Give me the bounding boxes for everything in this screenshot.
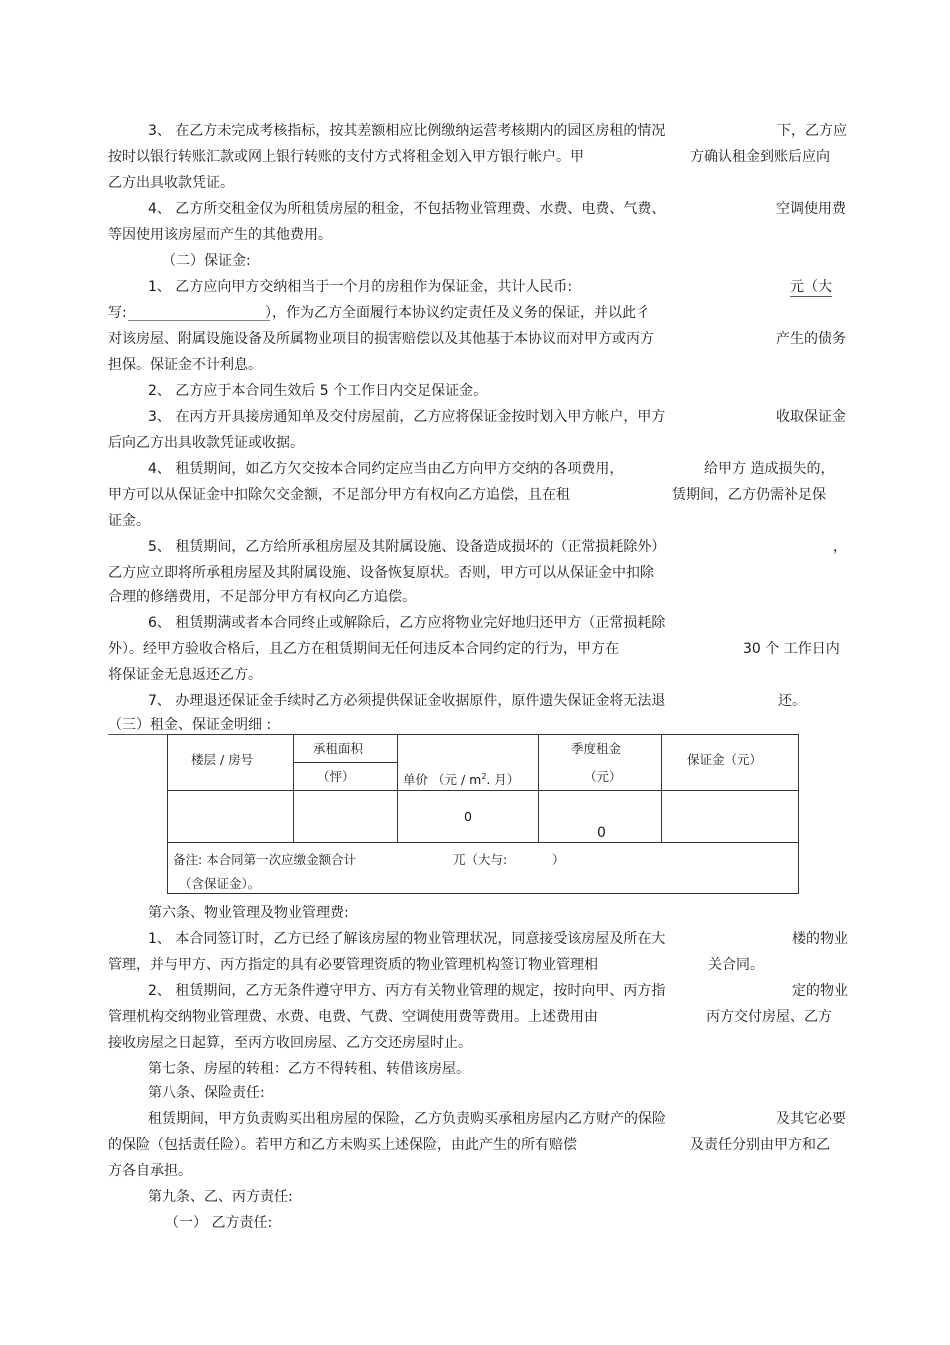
text-line: 3、 在乙方未完成考核指标，按其差额相应比例缴纳运营考核期内的园区房租的情况 bbox=[148, 123, 666, 139]
text-line: 证金。 bbox=[108, 513, 150, 529]
quarter-rent-value: 0 bbox=[597, 825, 606, 841]
text-line: 担保。保证金不计利息。 bbox=[108, 357, 262, 373]
article-heading: 第六条、物业管理及物业管理费: bbox=[148, 905, 349, 921]
text-line: 2、 租赁期间，乙方无条件遵守甲方、丙方有关物业管理的规定，按时向甲、丙方指 bbox=[148, 983, 666, 999]
fill-blank bbox=[128, 320, 270, 321]
text-line: 方各自承担。 bbox=[108, 1163, 192, 1179]
header-quarter-rent-unit: （元） bbox=[584, 769, 622, 784]
text-line: 7、 办理退还保证金手续时乙方必须提供保证金收据原件，原件遗失保证金将无法退 bbox=[148, 693, 666, 709]
header-area: 承租面积 bbox=[313, 741, 364, 756]
text-line: 5、 租赁期间，乙方给所承租房屋及其附属设施、设备造成损坏的（正常损耗除外） bbox=[148, 539, 666, 555]
text-line: 写: bbox=[108, 305, 127, 321]
text-line: 的保险（包括责任险）。若甲方和乙方未购买上述保险，由此产生的所有赔偿 bbox=[108, 1137, 577, 1153]
sub-heading: （一） 乙方责任: bbox=[165, 1215, 273, 1231]
article-heading: 第八条、保险责任: bbox=[148, 1085, 265, 1101]
text-line: 合理的修缮费用，不足部分甲方有权向乙方追偿。 bbox=[108, 589, 416, 605]
text-line: 30 个 工作日内 bbox=[743, 641, 840, 657]
header-quarter-rent: 季度租金 bbox=[571, 741, 622, 756]
text-line: 下，乙方应 bbox=[777, 123, 847, 139]
text-line: 管理机构交纳物业管理费、水费、电费、气费、空调使用费等费用。上述费用由 bbox=[108, 1009, 598, 1025]
text-line: 租赁期间，甲方负责购买出租房屋的保险，乙方负责购买承租房屋内乙方财产的保险 bbox=[148, 1111, 666, 1127]
header-price: 单价 （元 / $m^2$. 月） bbox=[403, 772, 520, 788]
text-line: 甲方可以从保证金中扣除欠交金额，不足部分甲方有权向乙方追偿，且在租 bbox=[108, 487, 570, 503]
text-line: 按时以银行转账汇款或网上银行转账的支付方式将租金划入甲方银行帐户。甲 bbox=[108, 149, 584, 165]
text-line: 丙方交付房屋、乙方 bbox=[706, 1009, 832, 1025]
text-line: 产生的债务 bbox=[776, 331, 846, 347]
text-line: 关合同。 bbox=[708, 957, 764, 973]
section-heading: （三）租金、保证金明细 : bbox=[108, 717, 272, 733]
text-line: 4、 乙方所交租金仅为所租赁房屋的租金，不包括物业管理费、水费、电费、气费、 bbox=[148, 201, 666, 217]
price-value: 0 bbox=[464, 809, 472, 824]
header-floor: 楼层 / 房号 bbox=[191, 752, 254, 767]
text-line: 及责任分别由甲方和乙 bbox=[690, 1137, 830, 1153]
text-line: 楼的物业 bbox=[792, 931, 848, 947]
text-line: 4、 租赁期间，如乙方欠交按本合同约定应当由乙方向甲方交纳的各项费用， bbox=[148, 461, 624, 477]
text-line: 将保证金无息返还乙方。 bbox=[108, 667, 262, 683]
rent-deposit-table bbox=[167, 734, 799, 894]
text-line: 2、 乙方应于本合同生效后 5 个工作日内交足保证金。 bbox=[148, 383, 488, 399]
note-text: 备注: 本合同第一次应缴金额合计 bbox=[173, 852, 357, 867]
text-line: 1、 乙方应向甲方交纳相当于一个月的房租作为保证金，共计人民币: bbox=[148, 279, 573, 295]
header-area-unit: （怦） bbox=[317, 769, 355, 784]
text-line: 管理，并与甲方、丙方指定的具有必要管理资质的物业管理机构签订物业管理相 bbox=[108, 957, 598, 973]
article-heading: 第九条、乙、丙方责任: bbox=[148, 1189, 293, 1205]
text-line: 乙方出具收款凭证。 bbox=[108, 175, 234, 191]
text-line: 外）。经甲方验收合格后，且乙方在租赁期间无任何违反本合同约定的行为，甲方在 bbox=[108, 641, 619, 657]
note-text: 兀（大与: bbox=[453, 852, 508, 867]
article-heading: 第七条、房屋的转租：乙方不得转租、转借该房屋。 bbox=[148, 1061, 470, 1077]
text-line: 给甲方 造成损失的， bbox=[704, 461, 835, 477]
text-line: 接收房屋之日起算，至丙方收回房屋、乙方交还房屋时止。 bbox=[108, 1035, 472, 1051]
text-line: 3、 在丙方开具接房通知单及交付房屋前，乙方应将保证金按时划入甲方帐户，甲方 bbox=[148, 409, 666, 425]
text-line: 6、 租赁期满或者本合同终止或解除后，乙方应将物业完好地归还甲方（正常损耗除 bbox=[148, 615, 666, 631]
text-line: 对该房屋、附属设施设备及所属物业项目的损害赔偿以及其他基于本协议而对甲方或丙方 bbox=[108, 331, 654, 347]
text-line: ， bbox=[833, 539, 847, 555]
text-line: 定的物业 bbox=[792, 983, 848, 999]
text-line: 后向乙方出具收款凭证或收据。 bbox=[108, 435, 304, 451]
text-line: 等因使用该房屋而产生的其他费用。 bbox=[108, 227, 332, 243]
text-line: 及其它必要 bbox=[776, 1111, 846, 1127]
note-text: ） bbox=[552, 852, 565, 867]
text-line: 乙方应立即将所承租房屋及其附属设施、设备恢复原状。否则，甲方可以从保证金中扣除 bbox=[108, 565, 654, 581]
header-deposit: 保证金（元） bbox=[687, 752, 763, 767]
text-line: 赁期间，乙方仍需补足保 bbox=[672, 487, 826, 503]
text-line: 1、 本合同签订时，乙方已经了解该房屋的物业管理状况，同意接受该房屋及所在大 bbox=[148, 931, 666, 947]
text-line: 收取保证金 bbox=[776, 409, 846, 425]
section-heading: （二）保证金: bbox=[162, 253, 251, 269]
note-text: （含保证金）。 bbox=[179, 876, 261, 891]
text-line: 方确认租金到账后应向 bbox=[690, 149, 830, 165]
text-line: 空调使用费 bbox=[776, 201, 846, 217]
text-line: 元（大 bbox=[790, 279, 832, 295]
text-line: 还。 bbox=[778, 693, 806, 709]
text-line: ），作为乙方全面履行本协议约定责任及义务的保证，并以此彳 bbox=[265, 305, 650, 321]
